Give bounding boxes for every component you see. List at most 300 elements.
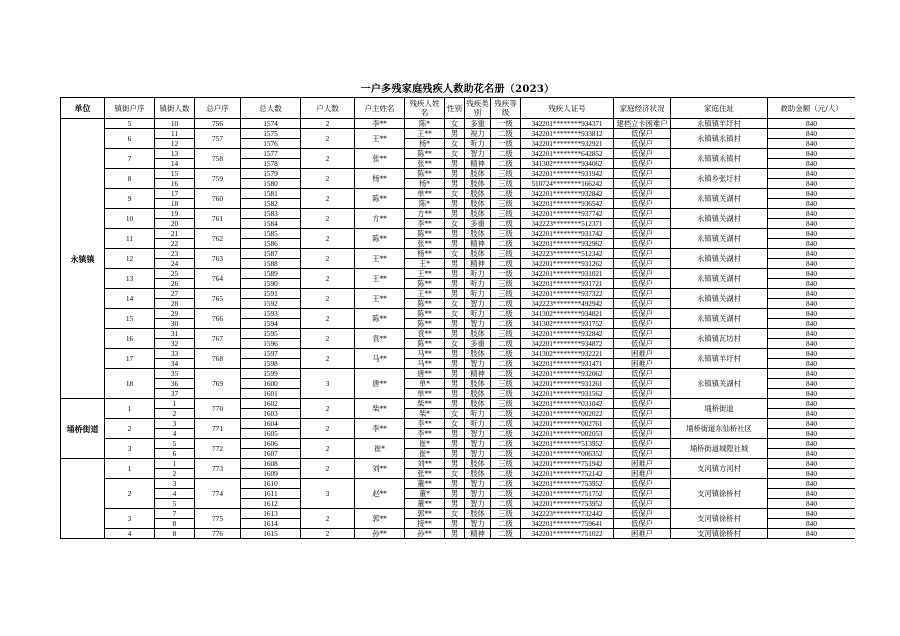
- aid-amount: 840: [768, 379, 856, 389]
- certificate-number: 341302********934821: [521, 309, 614, 319]
- town-person-seq: 2: [155, 409, 195, 419]
- disability-category: 听力: [465, 419, 491, 429]
- certificate-number: 342201********931261: [521, 379, 614, 389]
- economic-status: 困难户: [614, 359, 671, 369]
- person-name: 唐**: [405, 369, 445, 379]
- household-head: 陈**: [355, 189, 405, 209]
- certificate-number: 342201********002022: [521, 409, 614, 419]
- certificate-number: 342201********931262: [521, 259, 614, 269]
- person-name: 陈**: [405, 149, 445, 159]
- disability-level: 二级: [491, 309, 521, 319]
- town-person-seq: 3: [155, 419, 195, 429]
- certificate-number: 341302********931752: [521, 319, 614, 329]
- town-person-seq: 24: [155, 259, 195, 269]
- home-address: 永镇镇瓦坊村: [671, 329, 768, 349]
- person-sex: 男: [445, 479, 465, 489]
- disability-level: 二级: [491, 349, 521, 359]
- town-household-seq: 2: [105, 419, 155, 439]
- disability-level: 二级: [491, 499, 521, 509]
- total-person-seq: 1615: [241, 529, 301, 539]
- table-row: [61, 229, 856, 239]
- town-household-seq: 3: [105, 439, 155, 459]
- economic-status: 低保户: [614, 129, 671, 139]
- household-head: 陈**: [355, 229, 405, 249]
- total-person-seq: 1574: [241, 119, 301, 129]
- column-header: 残疾类别: [466, 99, 489, 117]
- disability-category: 听力: [465, 139, 491, 149]
- town-person-seq: 6: [155, 449, 195, 459]
- total-household-seq: 763: [195, 249, 241, 269]
- economic-status: 低保户: [614, 319, 671, 329]
- home-address: 永镇镇关湖村: [671, 229, 768, 249]
- disability-level: 二级: [491, 469, 521, 479]
- town-household-seq: 1: [105, 459, 155, 479]
- household-head: 杨**: [355, 169, 405, 189]
- total-household-seq: 759: [195, 169, 241, 189]
- household-head: 方**: [355, 209, 405, 229]
- certificate-number: 342201********932921: [521, 139, 614, 149]
- aid-amount: 840: [768, 419, 856, 429]
- disability-category: 肢体: [465, 199, 491, 209]
- economic-status: 低保户: [614, 169, 671, 179]
- total-household-seq: 768: [195, 349, 241, 369]
- economic-status: 低保户: [614, 509, 671, 519]
- aid-amount: 840: [768, 449, 856, 459]
- table-row: [61, 129, 856, 139]
- certificate-number: 342223********732442: [521, 509, 614, 519]
- economic-status: 低保户: [614, 309, 671, 319]
- person-sex: 男: [445, 489, 465, 499]
- town-household-seq: 16: [105, 329, 155, 349]
- economic-status: 低保户: [614, 339, 671, 349]
- economic-status: 低保户: [614, 519, 671, 529]
- total-person-seq: 1611: [241, 489, 301, 499]
- disability-category: 肢体: [465, 169, 491, 179]
- household-head: 王**: [355, 129, 405, 149]
- disability-category: 智力: [465, 429, 491, 439]
- aid-amount: 840: [768, 509, 856, 519]
- town-person-seq: 10: [155, 119, 195, 129]
- total-person-seq: 1608: [241, 459, 301, 469]
- total-person-seq: 1597: [241, 349, 301, 359]
- disability-category: 肢体: [465, 189, 491, 199]
- town-person-seq: 19: [155, 209, 195, 219]
- person-name: 李**: [405, 419, 445, 429]
- table-row: [61, 329, 856, 339]
- home-address: 支河镇徐桥村: [671, 479, 768, 509]
- total-household-seq: 766: [195, 309, 241, 329]
- person-name: 陈**: [405, 319, 445, 329]
- disability-category: 智力: [465, 299, 491, 309]
- person-sex: 男: [445, 329, 465, 339]
- disability-level: 三级: [491, 329, 521, 339]
- home-address: 永镇镇关湖村: [671, 209, 768, 229]
- person-sex: 女: [445, 249, 465, 259]
- town-household-seq: 11: [105, 229, 155, 249]
- household-size: 2: [301, 169, 355, 189]
- disability-level: 二级: [491, 479, 521, 489]
- disability-level: 二级: [491, 129, 521, 139]
- disability-level: 二级: [491, 189, 521, 199]
- total-person-seq: 1576: [241, 139, 301, 149]
- town-person-seq: 29: [155, 309, 195, 319]
- town-household-seq: 2: [105, 479, 155, 509]
- person-sex: 女: [445, 139, 465, 149]
- home-address: 支河镇徐桥村: [671, 529, 768, 539]
- disability-level: 二级: [491, 159, 521, 169]
- aid-amount: 840: [768, 369, 856, 379]
- aid-amount: 840: [768, 529, 856, 539]
- disability-level: 三级: [491, 509, 521, 519]
- disability-level: 二级: [491, 259, 521, 269]
- total-person-seq: 1587: [241, 249, 301, 259]
- total-person-seq: 1613: [241, 509, 301, 519]
- table-row: [61, 439, 856, 449]
- aid-amount: 840: [768, 409, 856, 419]
- total-household-seq: 756: [195, 119, 241, 129]
- household-head: 陈**: [355, 309, 405, 329]
- aid-amount: 840: [768, 159, 856, 169]
- disability-category: 精神: [465, 239, 491, 249]
- person-name: 王**: [405, 289, 445, 299]
- person-name: 王**: [405, 269, 445, 279]
- person-sex: 男: [445, 439, 465, 449]
- disability-category: 智力: [465, 449, 491, 459]
- household-size: 3: [301, 369, 355, 399]
- person-sex: 男: [445, 349, 465, 359]
- column-header: 救助金额（元/人）: [768, 98, 856, 119]
- disability-category: 听力: [465, 279, 491, 289]
- disability-level: 三级: [491, 399, 521, 409]
- household-size: 2: [301, 119, 355, 129]
- person-name: 郭**: [405, 509, 445, 519]
- column-header: 总户序: [195, 98, 241, 119]
- town-person-seq: 25: [155, 269, 195, 279]
- certificate-number: 342201********931721: [521, 279, 614, 289]
- household-size: 2: [301, 129, 355, 149]
- table-row: [61, 269, 856, 279]
- table-row: [61, 399, 856, 409]
- disability-category: 肢体: [465, 389, 491, 399]
- town-person-seq: 33: [155, 349, 195, 359]
- certificate-number: 342201********513952: [521, 439, 614, 449]
- person-name: 陈**: [405, 229, 445, 239]
- total-person-seq: 1584: [241, 219, 301, 229]
- certificate-number: 341302********934062: [521, 159, 614, 169]
- household-size: 2: [301, 249, 355, 269]
- economic-status: 低保户: [614, 179, 671, 189]
- aid-amount: 840: [768, 459, 856, 469]
- person-sex: 女: [445, 189, 465, 199]
- economic-status: 低保户: [614, 479, 671, 489]
- household-head: 王**: [355, 289, 405, 309]
- certificate-number: 342201********932842: [521, 329, 614, 339]
- person-sex: 女: [445, 509, 465, 519]
- household-head: 柴**: [355, 399, 405, 419]
- town-person-seq: 5: [155, 499, 195, 509]
- home-address: 永镇镇关湖村: [671, 309, 768, 329]
- aid-amount: 840: [768, 479, 856, 489]
- aid-amount: 840: [768, 179, 856, 189]
- total-person-seq: 1593: [241, 309, 301, 319]
- certificate-number: 342201********031042: [521, 399, 614, 409]
- unit-cell: [61, 459, 105, 539]
- person-sex: 男: [445, 279, 465, 289]
- total-person-seq: 1614: [241, 519, 301, 529]
- town-person-seq: 21: [155, 229, 195, 239]
- town-person-seq: 37: [155, 389, 195, 399]
- person-name: 杨**: [405, 249, 445, 259]
- disability-level: 二级: [491, 449, 521, 459]
- town-person-seq: 15: [155, 169, 195, 179]
- total-person-seq: 1606: [241, 439, 301, 449]
- economic-status: 低保户: [614, 369, 671, 379]
- total-person-seq: 1578: [241, 159, 301, 169]
- total-person-seq: 1586: [241, 239, 301, 249]
- aid-amount: 840: [768, 129, 856, 139]
- disability-level: 二级: [491, 239, 521, 249]
- disability-level: 二级: [491, 519, 521, 529]
- certificate-number: 342201********759641: [521, 519, 614, 529]
- town-person-seq: 5: [155, 439, 195, 449]
- disability-category: 肢体: [465, 209, 491, 219]
- economic-status: 低保户: [614, 439, 671, 449]
- disability-category: 智力: [465, 359, 491, 369]
- person-sex: 男: [445, 239, 465, 249]
- economic-status: 低保户: [614, 379, 671, 389]
- disability-level: 三级: [491, 279, 521, 289]
- total-person-seq: 1581: [241, 189, 301, 199]
- disability-category: 精神: [465, 159, 491, 169]
- certificate-number: 342201********937742: [521, 209, 614, 219]
- town-person-seq: 4: [155, 429, 195, 439]
- page-title: 一户多残家庭残疾人救助花名册（2023）: [360, 84, 555, 95]
- town-household-seq: 9: [105, 189, 155, 209]
- town-person-seq: 13: [155, 149, 195, 159]
- total-person-seq: 1588: [241, 259, 301, 269]
- total-household-seq: 762: [195, 229, 241, 249]
- economic-status: 低保户: [614, 189, 671, 199]
- person-sex: 男: [445, 319, 465, 329]
- total-person-seq: 1589: [241, 269, 301, 279]
- total-person-seq: 1604: [241, 419, 301, 429]
- aid-amount: 840: [768, 279, 856, 289]
- total-person-seq: 1607: [241, 449, 301, 459]
- aid-amount: 840: [768, 359, 856, 369]
- certificate-number: 342201********933812: [521, 129, 614, 139]
- household-head: 王**: [355, 269, 405, 289]
- person-name: 杨*: [405, 179, 445, 189]
- register-table: [60, 97, 855, 539]
- table-row: [61, 369, 856, 379]
- disability-category: 肢体: [465, 469, 491, 479]
- person-name: 董*: [405, 489, 445, 499]
- table-row: [61, 189, 856, 199]
- town-person-seq: 14: [155, 159, 195, 169]
- certificate-number: 342201********931471: [521, 359, 614, 369]
- economic-status: 低保户: [614, 499, 671, 509]
- unit-cell: 埇桥街道: [61, 399, 105, 459]
- aid-amount: 840: [768, 139, 856, 149]
- certificate-number: 342201********931021: [521, 269, 614, 279]
- aid-amount: 840: [768, 259, 856, 269]
- household-size: 2: [301, 309, 355, 329]
- table-row: [61, 249, 856, 259]
- total-person-seq: 1599: [241, 369, 301, 379]
- certificate-number: 342223********512371: [521, 219, 614, 229]
- person-sex: 男: [445, 519, 465, 529]
- total-person-seq: 1575: [241, 129, 301, 139]
- person-sex: 男: [445, 499, 465, 509]
- person-sex: 男: [445, 459, 465, 469]
- disability-level: 三级: [491, 169, 521, 179]
- aid-amount: 840: [768, 199, 856, 209]
- person-name: 马**: [405, 349, 445, 359]
- town-person-seq: 34: [155, 359, 195, 369]
- table-row: [61, 289, 856, 299]
- table-row: [61, 349, 856, 359]
- town-person-seq: 1: [155, 459, 195, 469]
- town-person-seq: 3: [155, 479, 195, 489]
- disability-category: 智力: [465, 519, 491, 529]
- town-household-seq: 15: [105, 309, 155, 329]
- disability-level: 三级: [491, 199, 521, 209]
- aid-amount: 840: [768, 149, 856, 159]
- town-household-seq: 14: [105, 289, 155, 309]
- total-person-seq: 1601: [241, 389, 301, 399]
- table-row: [61, 309, 856, 319]
- disability-level: 二级: [491, 339, 521, 349]
- household-head: 崔*: [355, 439, 405, 459]
- total-household-seq: 776: [195, 529, 241, 539]
- person-name: 王**: [405, 129, 445, 139]
- column-header: 总人数: [241, 98, 301, 119]
- total-person-seq: 1592: [241, 299, 301, 309]
- aid-amount: 840: [768, 219, 856, 229]
- town-person-seq: 8: [155, 529, 195, 539]
- household-size: 2: [301, 229, 355, 249]
- home-address: 埇桥街道东仙桥社区: [671, 419, 768, 439]
- person-sex: 男: [445, 229, 465, 239]
- total-person-seq: 1605: [241, 429, 301, 439]
- aid-amount: 840: [768, 469, 856, 479]
- aid-amount: 840: [768, 389, 856, 399]
- person-sex: 男: [445, 159, 465, 169]
- aid-amount: 840: [768, 309, 856, 319]
- unit-cell: 永镇镇: [61, 119, 105, 399]
- town-person-seq: 27: [155, 289, 195, 299]
- certificate-number: 342201********932842: [521, 189, 614, 199]
- total-person-seq: 1596: [241, 339, 301, 349]
- disability-category: 肢体: [465, 399, 491, 409]
- home-address: 永镇镇羊圩村: [671, 119, 768, 129]
- economic-status: 低保户: [614, 229, 671, 239]
- disability-level: 二级: [491, 369, 521, 379]
- total-household-seq: 758: [195, 149, 241, 169]
- column-header: 家庭经济状况: [614, 98, 671, 119]
- household-size: 2: [301, 289, 355, 309]
- economic-status: 低保户: [614, 249, 671, 259]
- person-name: 陈**: [405, 339, 445, 349]
- household-head: 张**: [355, 149, 405, 169]
- disability-level: 一级: [491, 269, 521, 279]
- disability-category: 肢体: [465, 349, 491, 359]
- disability-category: 精神: [465, 259, 491, 269]
- town-person-seq: 1: [155, 399, 195, 409]
- disability-level: 二级: [491, 429, 521, 439]
- person-name: 孙**: [405, 529, 445, 539]
- town-person-seq: 11: [155, 129, 195, 139]
- economic-status: 建档立卡困难户: [614, 119, 671, 129]
- town-household-seq: 8: [105, 169, 155, 189]
- person-sex: 女: [445, 409, 465, 419]
- certificate-number: 342201********642852: [521, 149, 614, 159]
- total-household-seq: 774: [195, 479, 241, 509]
- household-head: 唐**: [355, 369, 405, 399]
- household-size: 2: [301, 329, 355, 349]
- home-address: 埇桥街道: [671, 399, 768, 419]
- person-sex: 男: [445, 529, 465, 539]
- column-header: 残疾等级: [491, 98, 521, 119]
- economic-status: 低保户: [614, 299, 671, 309]
- aid-amount: 840: [768, 329, 856, 339]
- certificate-number: 510724********166242: [521, 179, 614, 189]
- town-person-seq: 28: [155, 299, 195, 309]
- disability-level: 二级: [491, 419, 521, 429]
- town-household-seq: 6: [105, 129, 155, 149]
- person-sex: 女: [445, 219, 465, 229]
- certificate-number: 342223********512342: [521, 249, 614, 259]
- aid-amount: 840: [768, 399, 856, 409]
- person-name: 崔*: [405, 439, 445, 449]
- disability-category: 肢体: [465, 179, 491, 189]
- aid-amount: 840: [768, 299, 856, 309]
- disability-level: 二级: [491, 319, 521, 329]
- economic-status: 低保户: [614, 419, 671, 429]
- certificate-number: 342201********931942: [521, 169, 614, 179]
- total-person-seq: 1610: [241, 479, 301, 489]
- table-row: [61, 149, 856, 159]
- household-size: 2: [301, 189, 355, 209]
- person-name: 柴*: [405, 409, 445, 419]
- table-row: [61, 509, 856, 519]
- town-household-seq: 1: [105, 399, 155, 419]
- total-household-seq: 765: [195, 289, 241, 309]
- economic-status: 困难户: [614, 349, 671, 359]
- person-name: 王*: [405, 259, 445, 269]
- disability-category: 听力: [465, 269, 491, 279]
- aid-amount: 840: [768, 319, 856, 329]
- person-sex: 男: [445, 449, 465, 459]
- town-household-seq: 18: [105, 369, 155, 399]
- household-size: 2: [301, 439, 355, 459]
- total-person-seq: 1602: [241, 399, 301, 409]
- town-person-seq: 36: [155, 379, 195, 389]
- total-person-seq: 1600: [241, 379, 301, 389]
- aid-amount: 840: [768, 189, 856, 199]
- disability-category: 多重: [465, 119, 491, 129]
- person-sex: 女: [445, 299, 465, 309]
- column-header: 家庭住址: [671, 98, 768, 119]
- household-head: 孙**: [355, 529, 405, 539]
- total-person-seq: 1603: [241, 409, 301, 419]
- household-size: 2: [301, 399, 355, 419]
- table-row: [61, 209, 856, 219]
- table-header-row: [61, 98, 856, 119]
- person-sex: 男: [445, 169, 465, 179]
- column-header: 性别: [445, 98, 465, 119]
- person-name: 李**: [405, 219, 445, 229]
